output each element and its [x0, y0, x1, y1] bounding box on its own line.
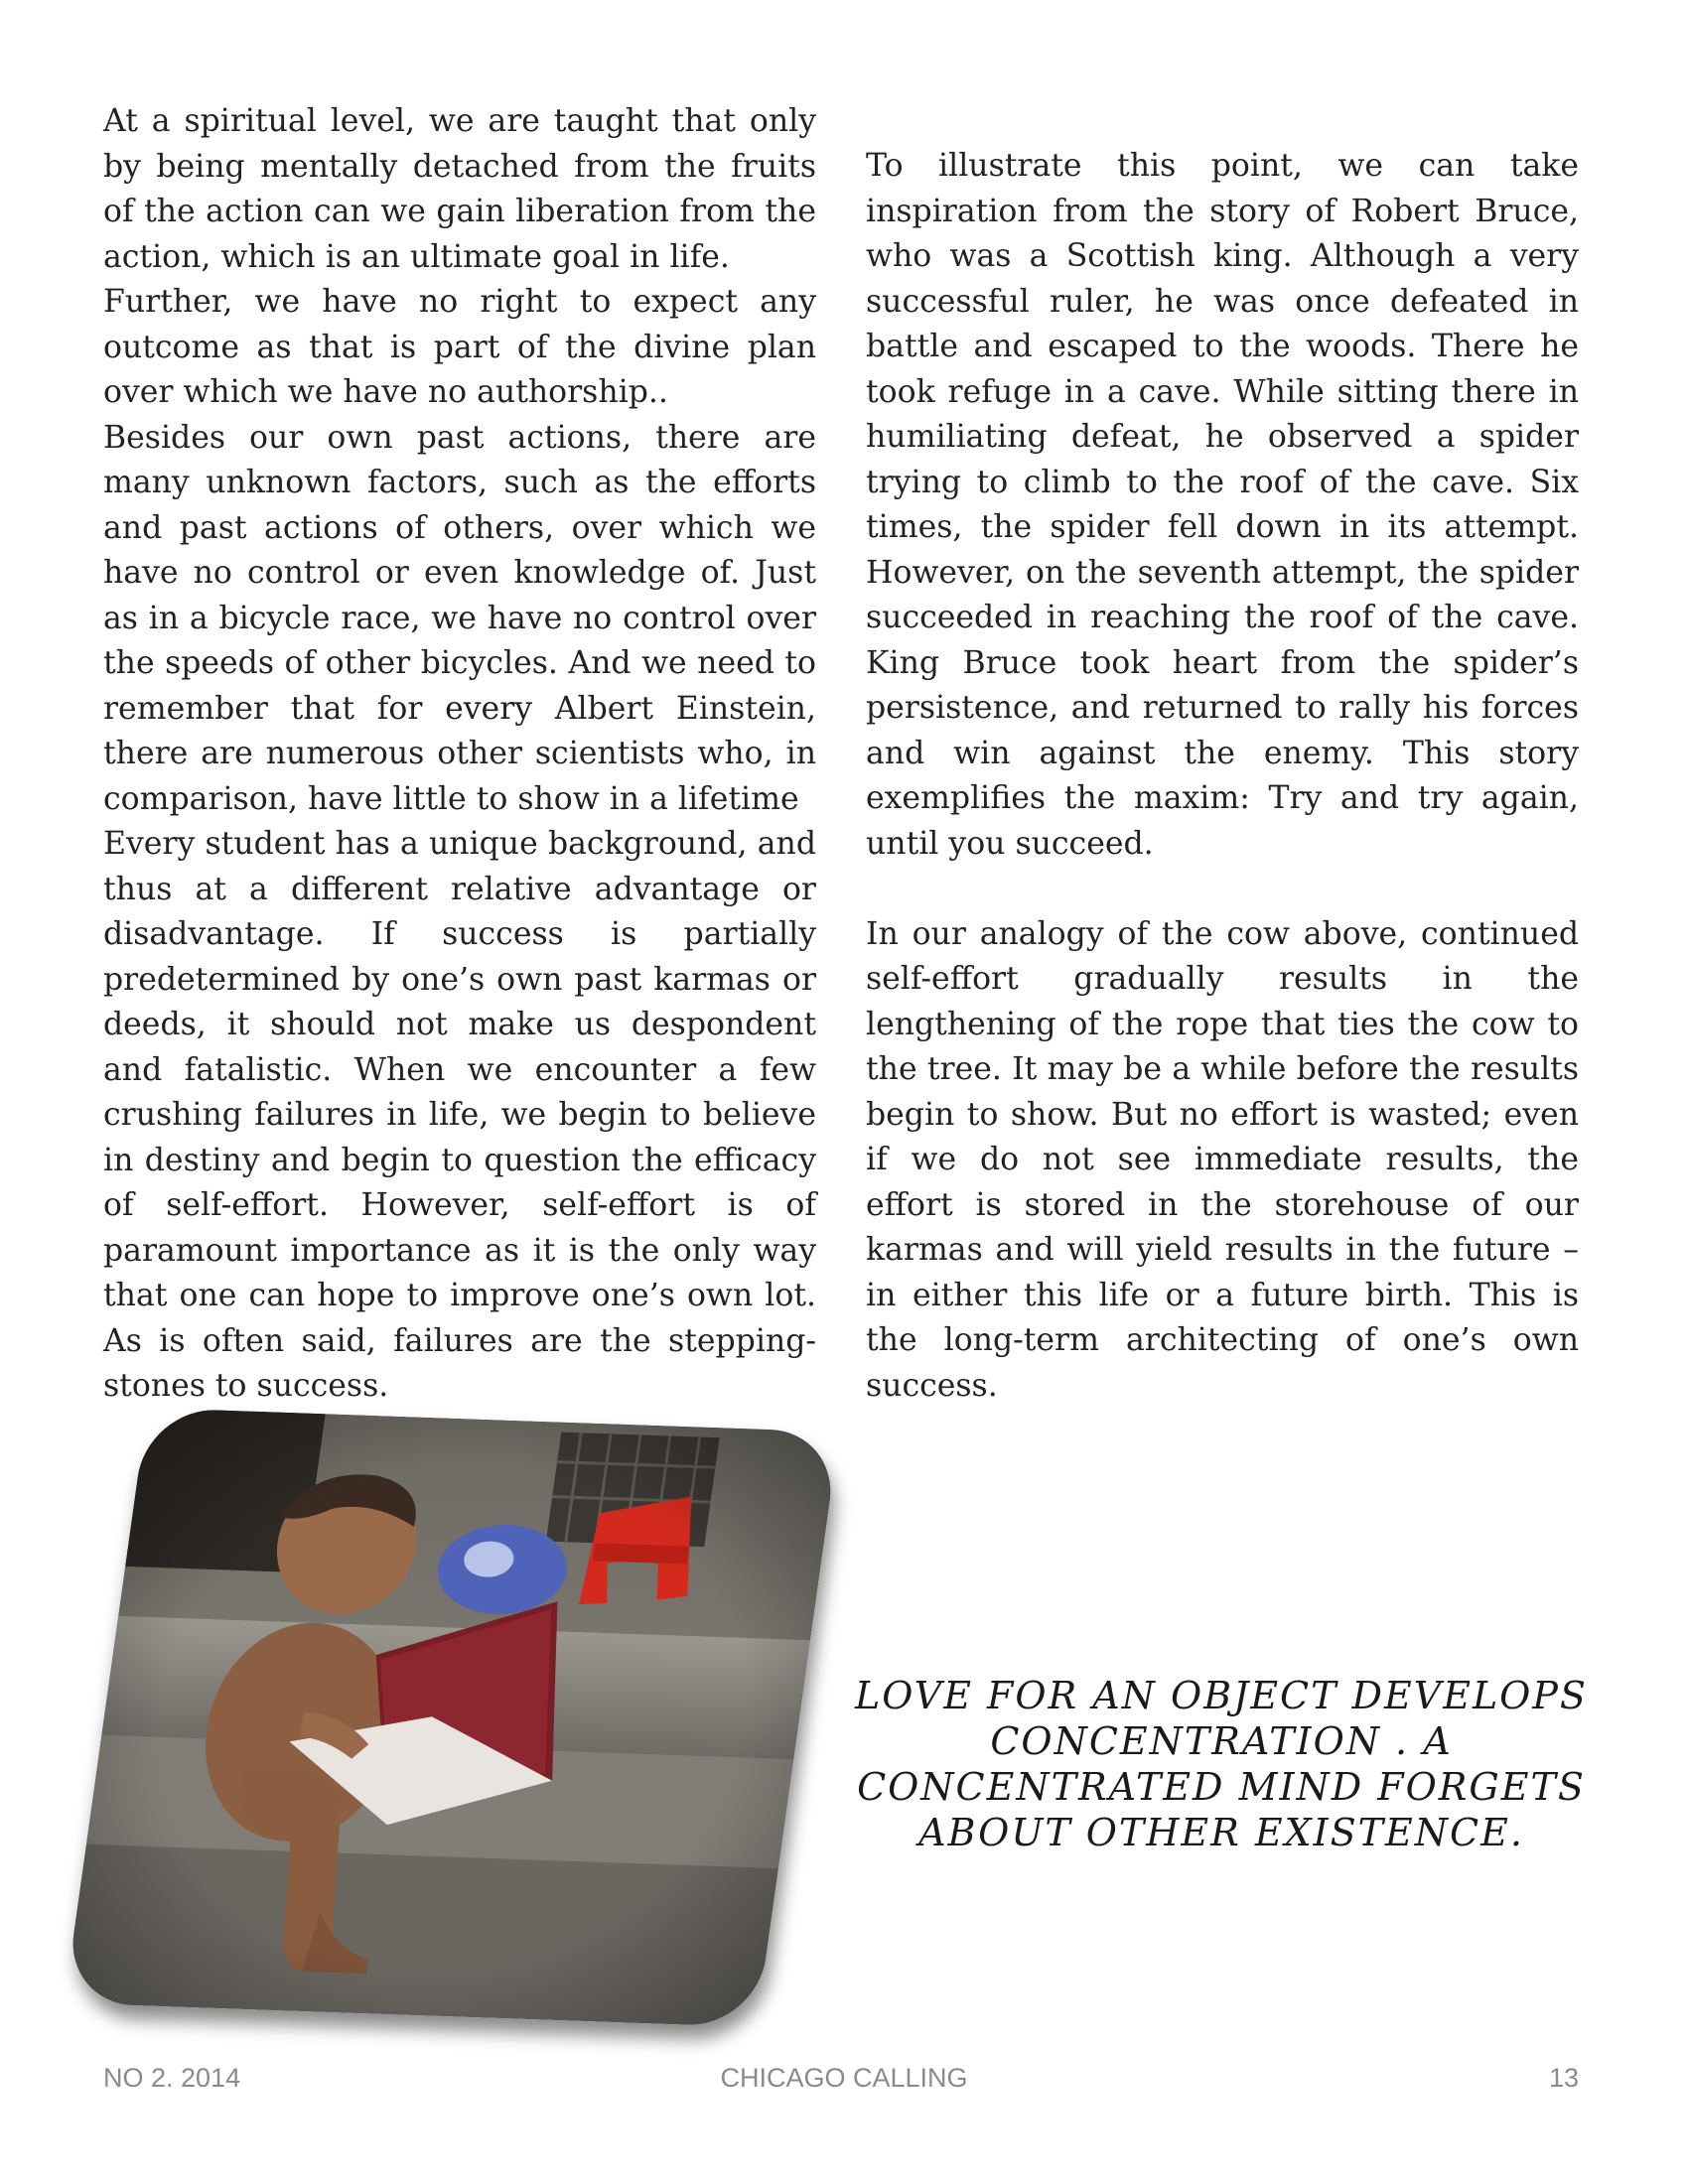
paragraph: At a spiritual level, we are taught that only by being mentally detached from the fruits of the action can we gain liberation from the action, which is an ultimate goal in life.: [103, 103, 816, 275]
quote-line: ABOUT OTHER EXISTENCE.: [918, 1811, 1524, 1854]
photo-child-with-laptop: [65, 1408, 840, 2027]
quote-line: LOVE FOR AN OBJECT DEVELOPS: [855, 1674, 1588, 1717]
paragraph: Every student has a unique background, and thus at a different relative advantage or disadvantage. If success is partially predetermined by one’s own past karmas or deeds, it should not make us despondent and fatalistic. When we encounter a few crushing failures in life, we begin to believe in destiny and begin to question the efficacy of self-effort. However, self-effort is of paramount importance as it is the only way that one can hope to improve one’s own lot. As is often said, failures are the stepping-stones to success.: [103, 826, 816, 1404]
quote-line: CONCENTRATION . A: [990, 1719, 1453, 1763]
quote-line: CONCENTRATED MIND FORGETS: [857, 1765, 1586, 1809]
footer-page-number: 13: [1548, 2063, 1579, 2093]
paragraph: In our analogy of the cow above, continued self-effort gradually results in the lengthening of the rope that ties the cow to the tree. It may be a while before the results begin to show. But no effort is wasted; even if we do not see immediate results, the effort is stored in the storehouse of our karmas and will yield results in the future – in either this life or a future birth. This is the long-term architecting of one’s own success.: [866, 915, 1579, 1404]
left-column: [103, 99, 816, 1410]
footer-issue: NO 2. 2014: [103, 2063, 241, 2093]
quote: [834, 1673, 1609, 1855]
paragraph: To illustrate this point, we can take inspiration from the story of Robert Bruce, who was a Scottish king. Although a very successful ruler, he was once defeated in battle and escaped to the woods. There he took refuge in a cave. While sitting there in humiliating defeat, he observed a spider trying to climb to the roof of the cave. Six times, the spider fell down in its attempt. However, on the seventh attempt, the spider succeeded in reaching the roof of the cave. King Bruce took heart from the spider’s persistence, and returned to rally his forces and win against the enemy. This story exemplifies the maxim: Try and try again, until you succeed.: [866, 148, 1579, 862]
footer-publication: CHICAGO CALLING: [720, 2063, 968, 2093]
paragraph: Further, we have no right to expect any outcome as that is part of the divine plan over which we have no authorship..: [103, 284, 816, 410]
right-column: [866, 144, 1579, 1409]
paragraph: Besides our own past actions, there are many unknown factors, such as the efforts and past actions of others, over which we have no control or even knowledge of. Just as in a bicycle race, we have no control over the speeds of other bicycles. And we need to remember that for every Albert Einstein, there are numerous other scientists who, in comparison, have little to show in a lifetime: [103, 419, 816, 817]
